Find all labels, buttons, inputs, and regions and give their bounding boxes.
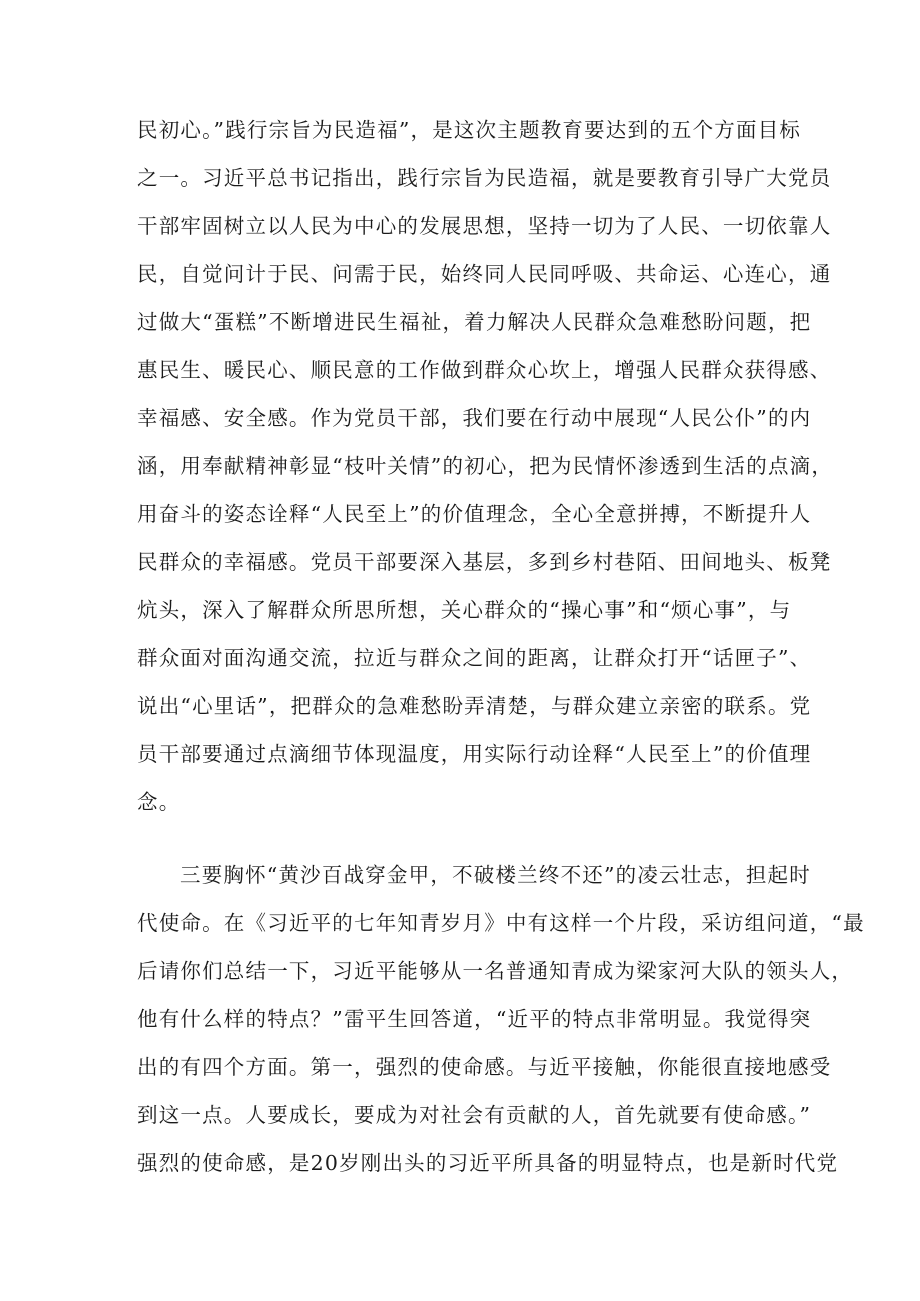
text-line: 过做大“蛋糕”不断增进民生福祉，着力解决人民群众急难愁盼问题，把 bbox=[137, 310, 812, 334]
text-line: 炕头，深入了解群众所思所想，关心群众的“操心事”和“烦心事”，与 bbox=[137, 598, 792, 622]
text-line: 干部牢固树立以人民为中心的发展思想，坚持一切为了人民、一切依靠人 bbox=[137, 214, 832, 238]
text-line: 民，自觉问计于民、问需于民，始终同人民同呼吸、共命运、心连心，通 bbox=[137, 262, 832, 286]
text-line: 他有什么样的特点？”雷平生回答道，“近平的特点非常明显。我觉得突 bbox=[137, 1007, 812, 1031]
text-line: 说出“心里话”，把群众的急难愁盼弄清楚，与群众建立亲密的联系。党 bbox=[137, 694, 812, 718]
text-line: 民初心。”践行宗旨为民造福”，是这次主题教育要达到的五个方面目标 bbox=[137, 118, 802, 142]
text-line: 后请你们总结一下，习近平能够从一名普通知青成为梁家河大队的领头人， bbox=[137, 959, 854, 983]
text-line: 员干部要通过点滴细节体现温度，用实际行动诠释“人民至上”的价值理 bbox=[137, 742, 812, 766]
text-line: 惠民生、暖民心、顺民意的工作做到群众心坎上，增强人民群众获得感、 bbox=[137, 358, 832, 382]
text-line: 三要胸怀“黄沙百战穿金甲，不破楼兰终不还”的凌云壮志，担起时 bbox=[180, 863, 811, 887]
text-line: 用奋斗的姿态诠释“人民至上”的价值理念，全心全意拼搏，不断提升人 bbox=[137, 502, 812, 526]
text-line: 民群众的幸福感。党员干部要深入基层，多到乡村巷陌、田间地头、板凳 bbox=[137, 550, 832, 574]
text-line: 幸福感、安全感。作为党员干部，我们要在行动中展现“人民公仆”的内 bbox=[137, 406, 812, 430]
text-line: 念。 bbox=[137, 790, 181, 814]
text-line: 群众面对面沟通交流，拉近与群众之间的距离，让群众打开“话匣子”、 bbox=[137, 646, 812, 670]
text-line: 之一。习近平总书记指出，践行宗旨为民造福，就是要教育引导广大党员 bbox=[137, 166, 832, 190]
text-line: 代使命。在《习近平的七年知青岁月》中有这样一个片段，采访组问道，“最 bbox=[137, 911, 865, 935]
text-line: 到这一点。人要成长，要成为对社会有贡献的人，首先就要有使命感。” bbox=[137, 1103, 812, 1127]
text-line: 出的有四个方面。第一，强烈的使命感。与近平接触，你能很直接地感受 bbox=[137, 1055, 832, 1079]
text-line: 强烈的使命感，是20岁刚出头的习近平所具备的明显特点，也是新时代党 bbox=[137, 1151, 839, 1175]
text-line: 涵，用奉献精神彰显“枝叶关情”的初心，把为民情怀渗透到生活的点滴， bbox=[137, 454, 834, 478]
